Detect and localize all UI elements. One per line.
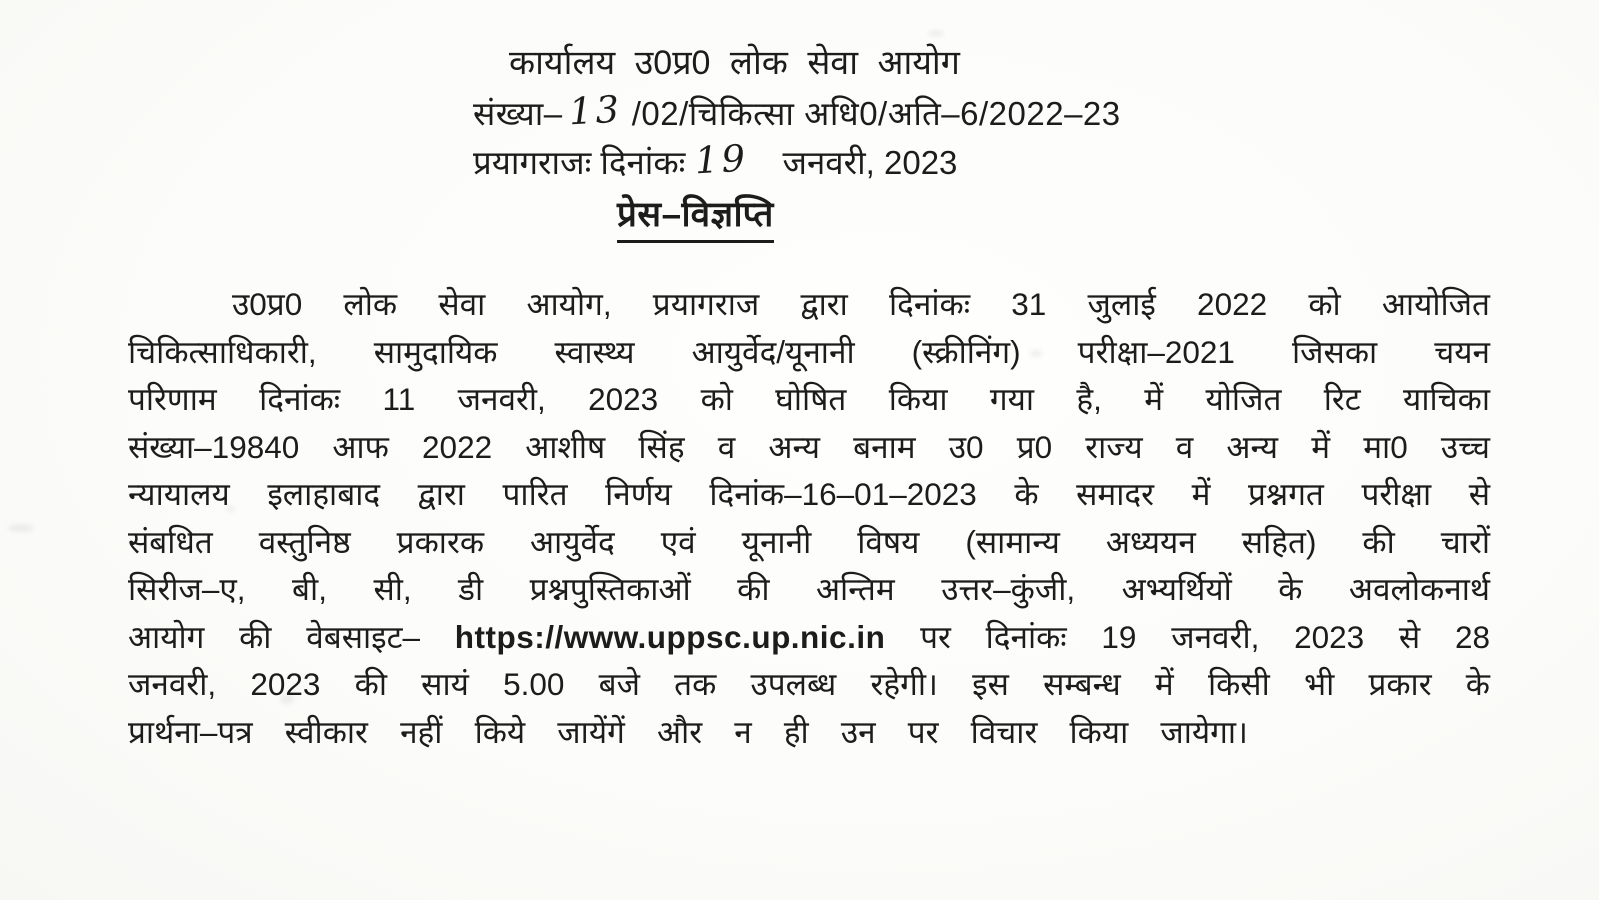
scan-artifact: [280, 694, 294, 704]
document-header: [473, 38, 1373, 187]
body-line: जनवरी, 2023 की सायं 5.00 बजे तक उपलब्ध रहेगी। इस सम्बन्ध में किसी भी प्रकार के: [128, 666, 1490, 702]
office-name-line: कार्यालय उ0प्र0 लोक सेवा आयोग: [509, 44, 960, 82]
body-line: परिणाम दिनांकः 11 जनवरी, 2023 को घोषित किया गया है, में योजित रिट याचिका: [128, 381, 1490, 417]
place-date-rest: जनवरी, 2023: [782, 144, 958, 181]
body-line: संबधित वस्तुनिष्ठ प्रकारक आयुर्वेद एवं यूनानी विषय (सामान्य अध्ययन सहित) की चारों: [128, 523, 1490, 560]
handwritten-ref-number: 13: [567, 87, 623, 134]
reference-prefix: संख्या–: [473, 95, 563, 132]
scan-artifact: [8, 524, 34, 532]
scan-artifact: [1030, 350, 1042, 357]
body-line: सिरीज–ए, बी, सी, डी प्रश्नपुस्तिकाओं की अन्तिम उत्तर–कुंजी, अभ्यर्थियों के अवलोकनार्थ: [128, 571, 1490, 607]
body-line: संख्या–19840 आफ 2022 आशीष सिंह व अन्य बनाम उ0 प्र0 राज्य व अन्य में मा0 उच्च: [128, 428, 1490, 465]
place-date-line: [473, 138, 1373, 187]
reference-number-line: [473, 88, 1373, 138]
body-line: न्यायालय इलाहाबाद द्वारा पारित निर्णय दिनांक–16–01–2023 के समादर में प्रश्नगत परीक्षा से: [128, 476, 1490, 512]
handwritten-day-number: 19: [694, 136, 750, 183]
url-line-suffix: पर दिनांकः 19 जनवरी, 2023 से 28: [885, 618, 1490, 655]
reference-rest: /02/चिकित्सा अधि0/अति–6/2022–23: [631, 95, 1121, 132]
body-line: उ0प्र0 लोक सेवा आयोग, प्रयागराज द्वारा दिनांकः 31 जुलाई 2022 को आयोजित: [232, 286, 1490, 322]
press-release-title: प्रेस–विज्ञप्ति: [617, 190, 774, 243]
url-line-prefix: आयोग की वेबसाइट–: [128, 618, 455, 655]
body-line-with-url: [128, 614, 1490, 662]
body-paragraph: [128, 281, 1490, 756]
scan-artifact: [226, 506, 235, 512]
body-line: चिकित्साधिकारी, सामुदायिक स्वास्थ्य आयुर्वेद/यूनानी (स्क्रीनिंग) परीक्षा–2021 जिसका चयन: [128, 333, 1490, 370]
scan-artifact: [928, 30, 944, 37]
website-url: https://www.uppsc.up.nic.in: [454, 618, 886, 655]
place-date-prefix: प्रयागराजः दिनांकः: [473, 144, 686, 181]
body-line: प्रार्थना–पत्र स्वीकार नहीं किये जायेंगें और न ही उन पर विचार किया जायेगा।: [128, 713, 1248, 750]
